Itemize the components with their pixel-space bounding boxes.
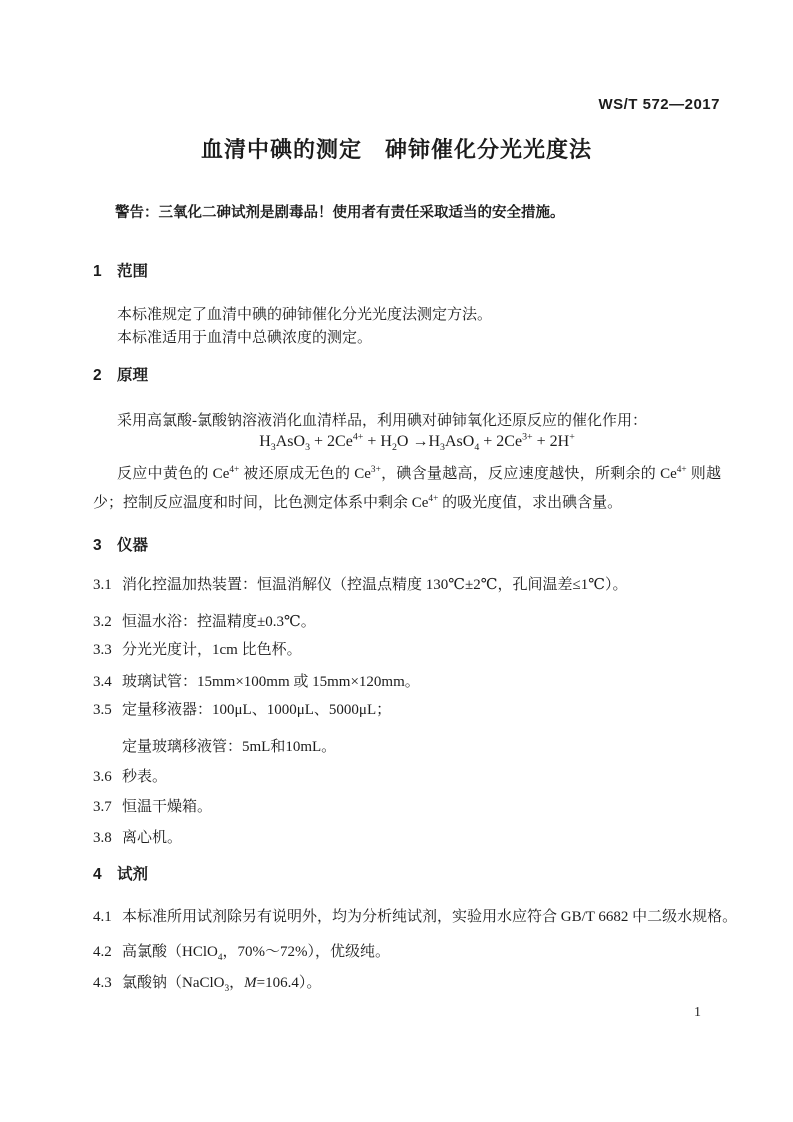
clause-text: 玻璃试管：15mm×100mm 或 15mm×120mm。 <box>122 674 420 690</box>
clause-item <box>93 671 753 694</box>
clause-text: 氯酸钠（NaClO$_3$，M=106.4）。 <box>122 975 322 994</box>
clause-item <box>93 972 753 995</box>
section-number: 3 <box>93 537 102 554</box>
chemical-equation: $H_3AsO_3 + 2Ce^{4+} + H_2O \to H_3AsO_4 + 2Ce^{3+} + 2H^+$ <box>259 431 575 454</box>
page-number: 1 <box>694 1005 701 1020</box>
clause-text: 定量玻璃移液管：5mL和10mL。 <box>122 739 337 755</box>
clause-item <box>93 796 753 819</box>
clause-number: 3.7 <box>93 799 112 815</box>
clause-text: 消化控温加热装置：恒温消解仪（控温点精度 130℃±2℃，孔间温差≤1℃）。 <box>122 577 628 593</box>
clause-item <box>93 699 753 722</box>
clause-number: 4.1 <box>93 909 112 925</box>
clause-text: 恒温水浴：控温精度±0.3℃。 <box>122 614 316 630</box>
clause-number: 4.2 <box>93 944 112 960</box>
section-heading-instruments <box>93 536 733 556</box>
principle-discussion: 反应中黄色的 $Ce^{4+}$ 被还原成无色的 $Ce^{3+}$，碘含量越高，反应速度越快，所剩余的 $Ce^{4+}$ 则越少；控制反应温度和时间，比色测定体系中剩余 $Ce^{4+}$ 的吸光度值，求出碘含量。 <box>93 465 721 511</box>
clause-text: 分光光度计，1cm 比色杯。 <box>122 642 302 658</box>
clause-item <box>93 906 753 929</box>
section-number: 2 <box>93 367 102 384</box>
clause-text: 离心机。 <box>122 830 183 846</box>
section-title: 原理 <box>117 367 149 384</box>
principle-intro-text: 采用高氯酸-氯酸钠溶液消化血清样品，利用碘对砷铈氧化还原反应的催化作用： <box>117 413 647 429</box>
section-heading-reagents <box>93 865 733 885</box>
clause-item <box>93 941 753 964</box>
section-number: 1 <box>93 263 102 280</box>
scope-paragraph: 本标准适用于血清中总碘浓度的测定。 <box>117 330 373 346</box>
clause-number: 4.3 <box>93 975 112 991</box>
section-heading-scope <box>93 262 733 282</box>
clause-item <box>93 574 753 597</box>
clause-item-continuation <box>93 736 753 759</box>
clause-item <box>93 766 753 789</box>
warning-text: 警告：三氧化二砷试剂是剧毒品！使用者有责任采取适当的安全措施。 <box>115 205 565 221</box>
scope-paragraphs <box>93 304 721 350</box>
clause-number: 3.4 <box>93 674 112 690</box>
clause-item <box>93 611 753 634</box>
scope-paragraph: 本标准规定了血清中碘的砷铈催化分光光度法测定方法。 <box>117 307 493 323</box>
section-number: 4 <box>93 866 102 883</box>
standard-number: WS/T 572—2017 <box>598 96 720 113</box>
section-heading-principle <box>93 366 733 386</box>
clause-number: 3.2 <box>93 614 112 630</box>
clause-item <box>93 827 753 850</box>
clause-text: 定量移液器：100μL、1000μL、5000μL； <box>122 702 392 718</box>
clause-number: 3.6 <box>93 769 112 785</box>
section-title: 仪器 <box>117 537 149 554</box>
document-title: 血清中碘的测定 砷铈催化分光光度法 <box>200 137 592 162</box>
clause-number: 3.5 <box>93 702 112 718</box>
clause-number: 3.8 <box>93 830 112 846</box>
clause-number: 3.3 <box>93 642 112 658</box>
clause-text: 高氯酸（HClO$_4$，70%～72%），优级纯。 <box>122 944 390 963</box>
clause-text: 本标准所用试剂除另有说明外，均为分析纯试剂，实验用水应符合 GB/T 6682 中二级水规格。 <box>122 909 738 925</box>
section-title: 试剂 <box>117 866 149 883</box>
clause-text: 恒温干燥箱。 <box>122 799 213 815</box>
clause-item <box>93 639 753 662</box>
clause-number: 3.1 <box>93 577 112 593</box>
section-title: 范围 <box>117 263 149 280</box>
clause-text: 秒表。 <box>122 769 168 785</box>
